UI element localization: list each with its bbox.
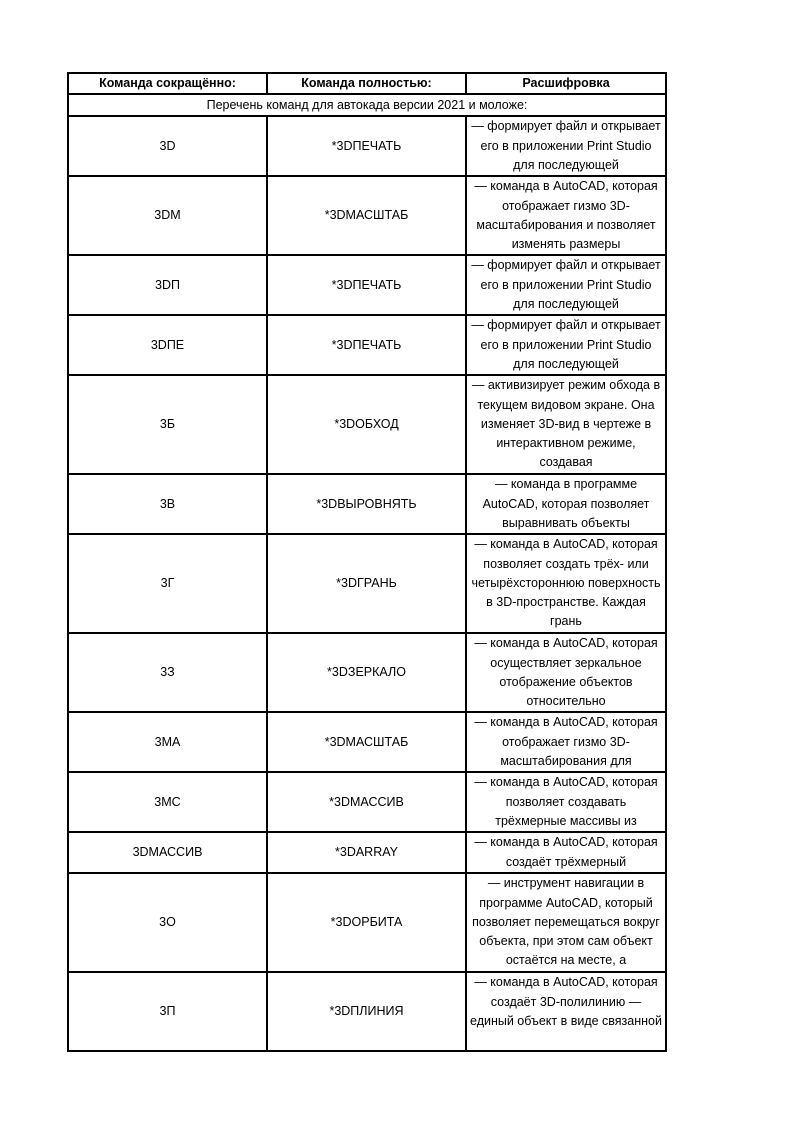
short-command-cell: 3DПЕ	[68, 315, 267, 375]
short-command-cell: 3П	[68, 972, 267, 1051]
full-command-cell: *3DВЫРОВНЯТЬ	[267, 474, 466, 534]
description-text: — формирует файл и открывает его в приложении Print Studio для последующей	[471, 258, 661, 311]
description-text: — инструмент навигации в программе AutoCAD, который позволяет перемещаться вокруг объекта, при этом сам объект остаётся на месте, а	[472, 876, 660, 968]
description-text: — команда в AutoCAD, которая позволяет создавать трёхмерные массивы из	[474, 775, 658, 828]
full-command-cell: *3DПЕЧАТЬ	[267, 315, 466, 375]
full-command-cell: *3DARRAY	[267, 832, 466, 873]
description-cell	[466, 633, 666, 712]
description-text: — активизирует режим обхода в текущем видовом экране. Она изменяет 3D-вид в чертеже в интерактивном режиме, создавая	[471, 378, 661, 470]
description-cell	[466, 712, 666, 772]
description-text: — команда в AutoCAD, которая отображает гизмо 3D-масштабирования и позволяет изменять размеры	[474, 179, 658, 252]
short-command-cell: 3DП	[68, 255, 267, 315]
description-cell	[466, 315, 666, 375]
table-row	[68, 176, 666, 255]
short-command-cell: 3О	[68, 873, 267, 972]
full-command-cell: *3DГРАНЬ	[267, 534, 466, 633]
description-cell	[466, 972, 666, 1051]
table-row	[68, 972, 666, 1051]
header-row	[68, 73, 666, 94]
short-command-cell: 3З	[68, 633, 267, 712]
table-row	[68, 116, 666, 176]
description-cell	[466, 375, 666, 474]
description-text: — формирует файл и открывает его в приложении Print Studio для последующей	[471, 318, 661, 371]
full-command-cell: *3DМАССИВ	[267, 772, 466, 832]
table-row	[68, 474, 666, 534]
full-command-cell: *3DЗЕРКАЛО	[267, 633, 466, 712]
spreadsheet-page	[67, 72, 665, 1052]
header-short-command: Команда сокращённо:	[68, 73, 267, 94]
full-command-cell: *3DМАСШТАБ	[267, 712, 466, 772]
short-command-cell: 3DМАССИВ	[68, 832, 267, 873]
full-command-cell: *3DПЛИНИЯ	[267, 972, 466, 1051]
description-cell	[466, 116, 666, 176]
description-cell	[466, 832, 666, 873]
table-row	[68, 315, 666, 375]
table-row	[68, 255, 666, 315]
description-cell	[466, 873, 666, 972]
table-row	[68, 375, 666, 474]
table-row	[68, 534, 666, 633]
short-command-cell: 3D	[68, 116, 267, 176]
table-row	[68, 832, 666, 873]
short-command-cell: 3Б	[68, 375, 267, 474]
section-title-row	[68, 94, 666, 116]
table-row	[68, 633, 666, 712]
full-command-cell: *3DПЕЧАТЬ	[267, 116, 466, 176]
description-text: — команда в AutoCAD, которая создаёт трёхмерный	[474, 835, 658, 869]
description-text: — команда в AutoCAD, которая позволяет создать трёх- или четырёхстороннюю поверхность в 3D-пространстве. Каждая грань	[471, 537, 661, 629]
description-text: — команда в AutoCAD, которая создаёт 3D-полилинию — единый объект в виде связанной	[470, 975, 662, 1028]
short-command-cell: 3DM	[68, 176, 267, 255]
short-command-cell: 3В	[68, 474, 267, 534]
description-cell	[466, 176, 666, 255]
short-command-cell: 3МА	[68, 712, 267, 772]
full-command-cell: *3DОРБИТА	[267, 873, 466, 972]
full-command-cell: *3DПЕЧАТЬ	[267, 255, 466, 315]
header-description: Расшифровка	[466, 73, 666, 94]
full-command-cell: *3DОБХОД	[267, 375, 466, 474]
description-cell	[466, 534, 666, 633]
short-command-cell: 3МС	[68, 772, 267, 832]
description-text: — формирует файл и открывает его в приложении Print Studio для последующей	[471, 119, 661, 172]
description-cell	[466, 474, 666, 534]
table-row	[68, 712, 666, 772]
description-cell	[466, 772, 666, 832]
description-cell	[466, 255, 666, 315]
table-row	[68, 873, 666, 972]
description-text: — команда в AutoCAD, которая осуществляет зеркальное отображение объектов относительно	[474, 636, 658, 709]
command-table	[67, 72, 667, 1052]
description-text: — команда в AutoCAD, которая отображает гизмо 3D-масштабирования для	[474, 715, 658, 768]
short-command-cell: 3Г	[68, 534, 267, 633]
table-row	[68, 772, 666, 832]
section-title: Перечень команд для автокада версии 2021 и моложе:	[68, 94, 666, 116]
header-full-command: Команда полностью:	[267, 73, 466, 94]
full-command-cell: *3DMАСШТАБ	[267, 176, 466, 255]
description-text: — команда в программе AutoCAD, которая позволяет выравнивать объекты	[482, 477, 650, 530]
